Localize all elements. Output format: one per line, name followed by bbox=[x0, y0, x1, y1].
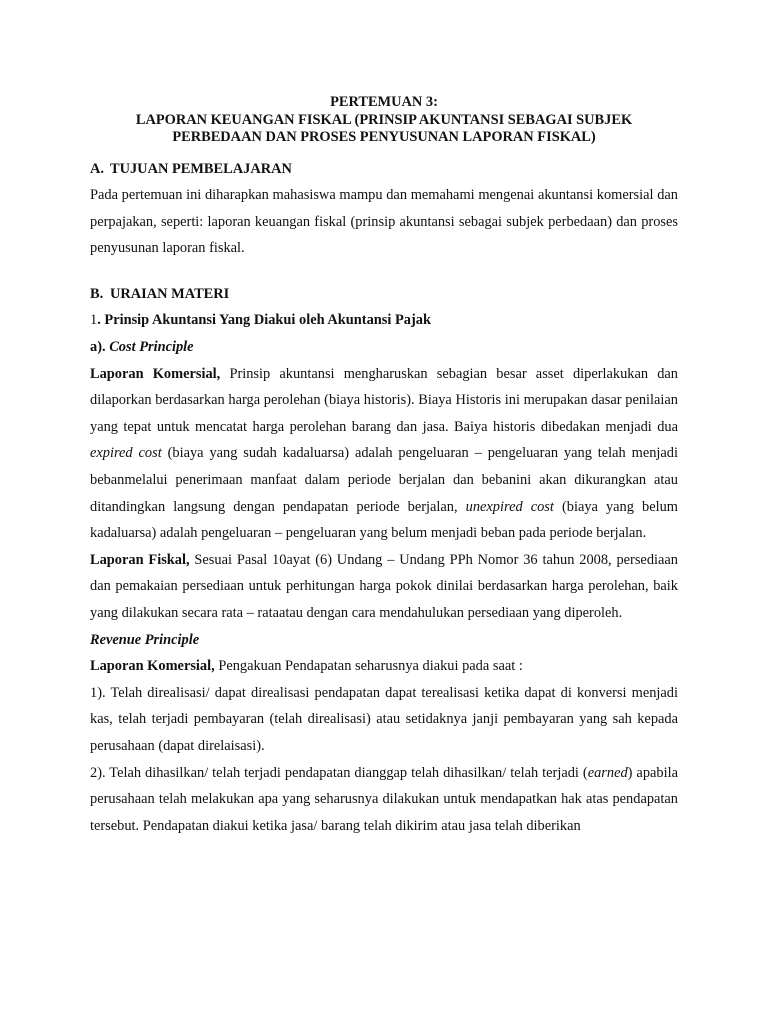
revenue-item-2 bbox=[90, 760, 678, 840]
cost-komersial-text-1: Prinsip akuntansi mengharuskan sebagian besar asset diperlakukan dan dilaporkan berdasarkan harga perolehan (biaya historis). Biaya Historis ini merupakan dasar penilaian yang tepat untuk mencatat harga perolehan barang dan jasa. Baiya historis dibedakan menjadi dua bbox=[90, 365, 678, 435]
cost-komersial-text-2: (biaya yang sudah kadaluarsa) adalah pengeluaran – pengeluaran yang telah menjadi bebanmelalui penerimaan manfaat dalam periode berjalan dan bebanini akan dikurangkan atau ditandingkan langsung dengan pendapatan periode berjalan, bbox=[90, 445, 678, 515]
document-page bbox=[90, 94, 678, 839]
cost-fiskal-text: Sesuai Pasal 10ayat (6) Undang – Undang PPh Nomor 36 tahun 2008, persediaan dan pemakaian persediaan untuk perhitungan harga pokok dinilai berdasarkan harga perolehan, baik yang dilakukan secara rata – rataatau dengan cara mendahulukan persediaan yang diperoleh. bbox=[90, 551, 678, 621]
cost-fiskal-label: Laporan Fiskal, bbox=[90, 551, 190, 568]
revenue-principle-title: Revenue Principle bbox=[90, 631, 200, 648]
cost-komersial-text-3: (biaya yang belum kadaluarsa) adalah pengeluaran – pengeluaran yang belum menjadi beban pada periode berjalan. bbox=[90, 498, 678, 542]
cost-komersial-paragraph bbox=[90, 361, 678, 547]
revenue-principle-heading bbox=[90, 627, 678, 654]
revenue-item-2-text-2: ) apabila perusahaan telah melakukan apa yang seharusnya dilakukan untuk mendapatkan hak atas pendapatan tersebut. Pendapatan diakui ketika jasa/ barang telah dikirim atau jasa telah diberikan bbox=[90, 764, 678, 834]
subsection-a-title: Cost Principle bbox=[109, 339, 194, 356]
title-line-3: PERBEDAAN DAN PROSES PENYUSUNAN LAPORAN FISKAL) bbox=[172, 129, 596, 145]
subsection-a-heading bbox=[90, 334, 678, 361]
revenue-komersial-label: Laporan Komersial, bbox=[90, 658, 215, 675]
subsection-1-number: 1 bbox=[90, 312, 98, 329]
revenue-item-1: 1). Telah direalisasi/ dapat direalisasi pendapatan dapat terealisasi ketika dapat di konversi menjadi kas, telah terjadi pembayaran (telah direalisasi) atau setidaknya janji pembayaran yang sah kepada perusahaan (dapat direlaisasi). bbox=[90, 684, 678, 754]
cost-komersial-label: Laporan Komersial, bbox=[90, 365, 221, 382]
subsection-1-heading bbox=[90, 307, 678, 334]
unexpired-cost-term: unexpired cost bbox=[465, 498, 554, 515]
section-a-title: TUJUAN PEMBELAJARAN bbox=[110, 160, 292, 177]
section-b-title: URAIAN MATERI bbox=[110, 285, 230, 302]
section-a-letter: A. bbox=[90, 160, 104, 177]
section-b-letter: B. bbox=[90, 285, 104, 302]
section-b-heading bbox=[90, 281, 678, 308]
title-line-1: PERTEMUAN 3: bbox=[330, 94, 438, 110]
title-line-2: LAPORAN KEUANGAN FISKAL (PRINSIP AKUNTANSI SEBAGAI SUBJEK bbox=[135, 111, 633, 128]
revenue-item-2-text-1: 2). Telah dihasilkan/ telah terjadi pendapatan dianggap telah dihasilkan/ telah terjadi ( bbox=[90, 764, 588, 781]
section-a-heading bbox=[90, 156, 678, 183]
expired-cost-term: expired cost bbox=[90, 445, 162, 462]
revenue-komersial-text: Pengakuan Pendapatan seharusnya diakui pada saat : bbox=[214, 658, 523, 675]
cost-fiskal-paragraph bbox=[90, 547, 678, 627]
earned-term: earned bbox=[587, 764, 628, 781]
revenue-komersial-paragraph bbox=[90, 653, 678, 680]
subsection-a-label: a). bbox=[90, 339, 106, 356]
subsection-1-title: . Prinsip Akuntansi Yang Diakui oleh Akuntansi Pajak bbox=[97, 312, 431, 329]
section-a-body: Pada pertemuan ini diharapkan mahasiswa mampu dan memahami mengenai akuntansi komersial dan perpajakan, seperti: laporan keuangan fiskal (prinsip akuntansi sebagai subjek perbedaan) dan proses penyusunan laporan fiskal. bbox=[90, 187, 678, 257]
